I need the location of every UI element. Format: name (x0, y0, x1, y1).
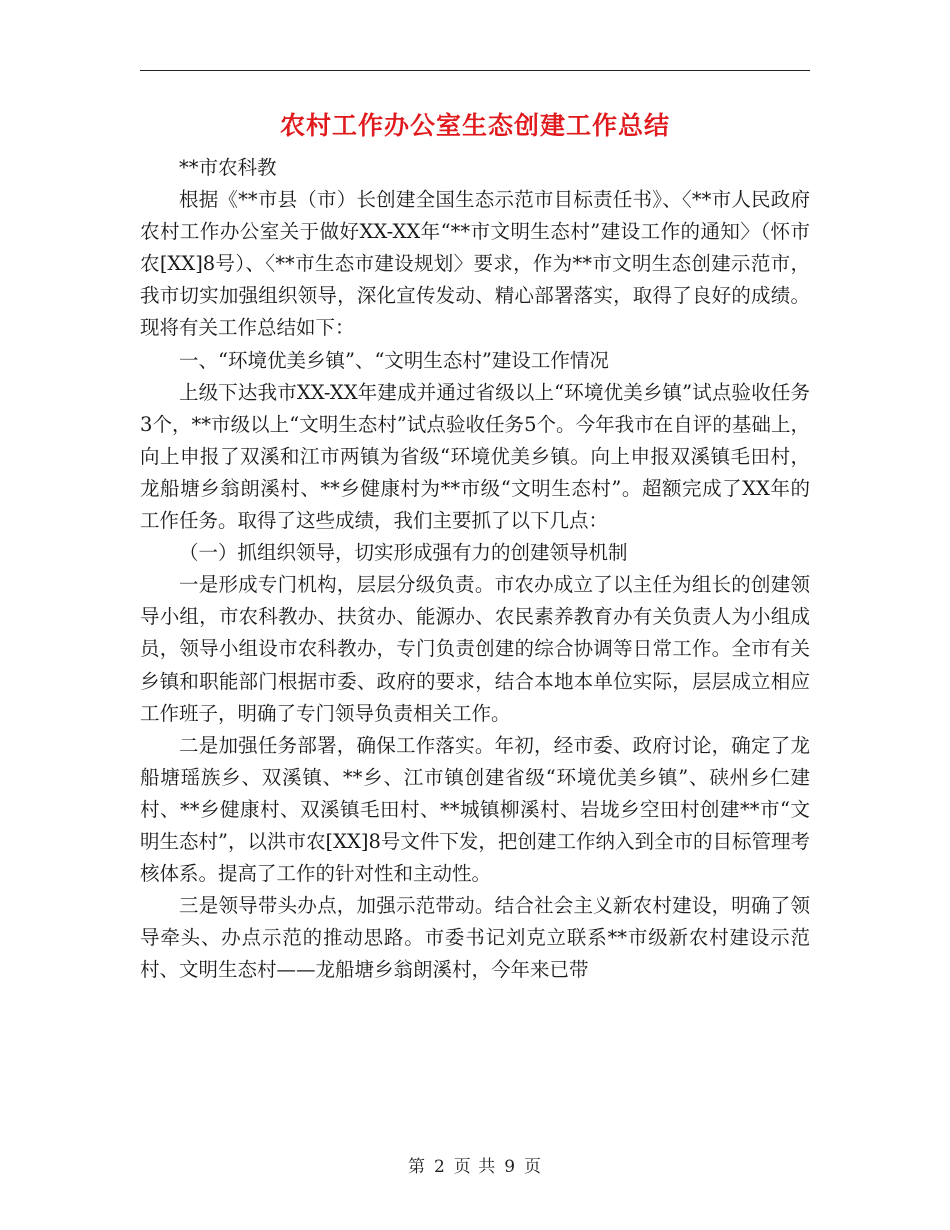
page-footer (0, 1152, 950, 1177)
current-page-number: 2 (433, 1157, 446, 1177)
header-rule (140, 70, 810, 71)
subsection-heading: （一）抓组织领导，切实形成强有力的创建领导机制 (179, 541, 628, 565)
paragraph: 根据《**市县（市）长创建全国生态示范市目标责任书》、〈**市人民政府农村工作办公室关于做好XX-XX年“**市文明生态村”建设工作的通知〉（怀市农[XX]8号）、〈**市生态市建设规划〉要求，作为**市文明生态创建示范市，我市切实加强组织领导，深化宣传发动、精心部署落实，取得了良好的成绩。现将有关工作总结如下： (140, 188, 810, 340)
paragraph: 二是加强任务部署，确保工作落实。年初，经市委、政府讨论，确定了龙船塘瑶族乡、双溪镇、**乡、江市镇创建省级“环境优美乡镇”、硖州乡仁建村、**乡健康村、双溪镇毛田村、**城镇柳溪村、岩垅乡空田村创建**市“文明生态村”，以洪市农[XX]8号文件下发，把创建工作纳入到全市的目标管理考核体系。提高了工作的针对性和主动性。 (140, 733, 810, 886)
document-title: 农村工作办公室生态创建工作总结 (279, 111, 670, 140)
total-page-count: 9 (504, 1157, 517, 1177)
footer-suffix: 页 (524, 1157, 543, 1177)
paragraph: 上级下达我市XX-XX年建成并通过省级以上“环境优美乡镇”试点验收任务3个，**市级以上“文明生态村”试点验收任务5个。今年我市在自评的基础上，向上申报了双溪和江市两镇为省级“环境优美乡镇。向上申报双溪镇毛田村，龙船塘乡翁朗溪村、**乡健康村为**市级“文明生态村”。超额完成了XX年的工作任务。取得了这些成绩，我们主要抓了以下几点： (140, 380, 810, 533)
footer-prefix: 第 (407, 1157, 426, 1177)
paragraph: 三是领导带头办点，加强示范带动。结合社会主义新农村建设，明确了领导牵头、办点示范的推动思路。市委书记刘克立联系**市级新农村建设示范村、文明生态村——龙船塘乡翁朗溪村，今年来已带 (140, 894, 810, 982)
paragraph: 一是形成专门机构，层层分级负责。市农办成立了以主任为组长的创建领导小组，市农科教办、扶贫办、能源办、农民素养教育办有关负责人为小组成员，领导小组设市农科教办，专门负责创建的综合协调等日常工作。全市有关乡镇和职能部门根据市委、政府的要求，结合本地本单位实际，层层成立相应工作班子，明确了专门领导负责相关工作。 (140, 573, 810, 725)
document-body (140, 152, 810, 986)
section-heading: 一、“环境优美乡镇”、“文明生态村”建设工作情况 (179, 348, 609, 372)
paragraph: **市农科教 (179, 156, 277, 179)
footer-mid: 页 共 (453, 1157, 497, 1177)
